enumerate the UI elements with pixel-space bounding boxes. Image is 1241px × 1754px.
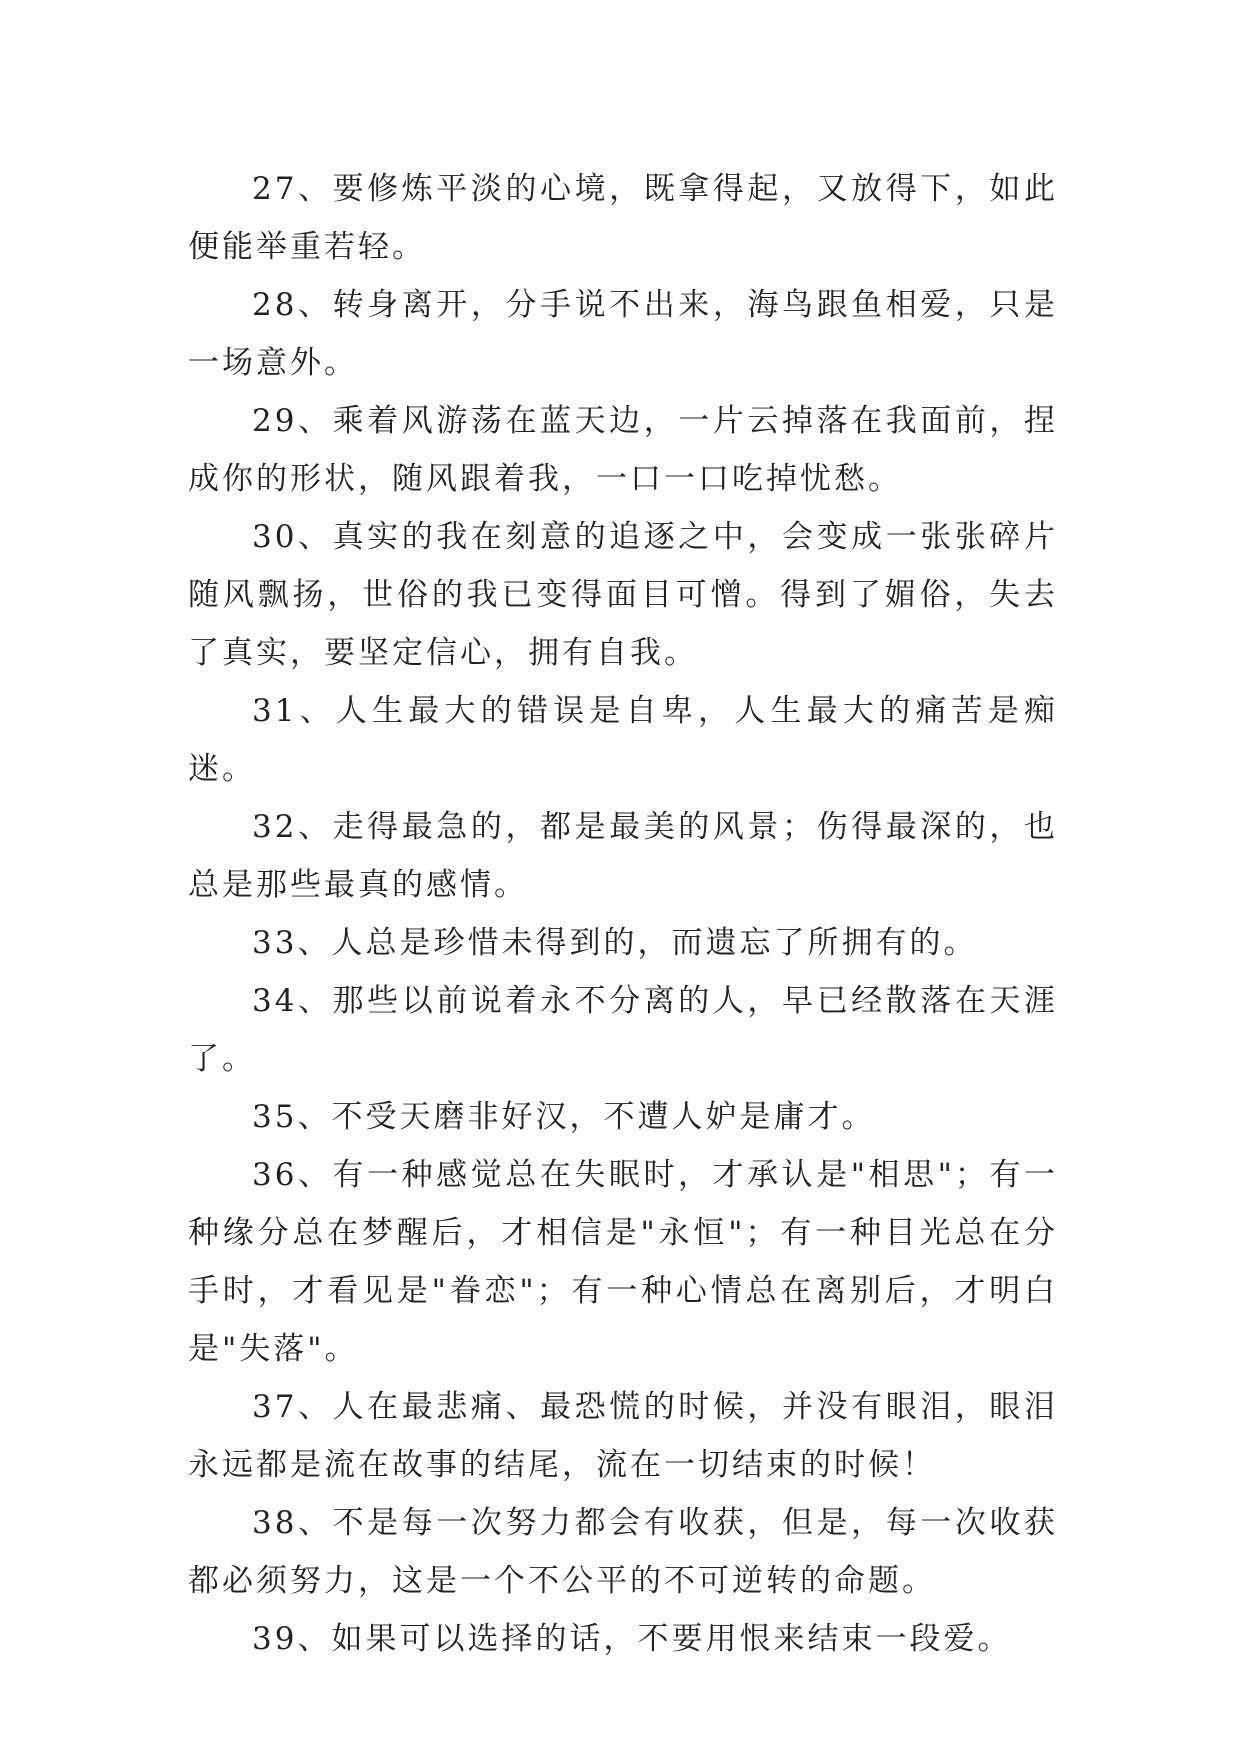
paragraph-33: 33、人总是珍惜未得到的，而遗忘了所拥有的。 [252,925,978,961]
paragraph-38: 38、不是每一次努力都会有收获，但是，每一次收获都必须努力，这是一个不公平的不可逆转的命题。 [188,1505,1058,1599]
paragraph-39: 39、如果可以选择的话，不要用恨来结束一段爱。 [252,1621,1012,1657]
paragraph-30: 30、真实的我在刻意的追逐之中，会变成一张张碎片随风飘扬，世俗的我已变得面目可憎。得到了媚俗，失去了真实，要坚定信心，拥有自我。 [188,519,1058,671]
paragraph-27: 27、要修炼平淡的心境，既拿得起，又放得下，如此便能举重若轻。 [188,171,1058,265]
paragraph-34: 34、那些以前说着永不分离的人，早已经散落在天涯了。 [188,983,1058,1077]
paragraph-28: 28、转身离开，分手说不出来，海鸟跟鱼相爱，只是一场意外。 [188,287,1058,381]
document-body [188,160,1058,1668]
paragraph-29: 29、乘着风游荡在蓝天边，一片云掉落在我面前，捏成你的形状，随风跟着我，一口一口吃掉忧愁。 [188,403,1058,497]
paragraph-36: 36、有一种感觉总在失眠时，才承认是"相思"；有一种缘分总在梦醒后，才相信是"永恒"；有一种目光总在分手时，才看见是"眷恋"；有一种心情总在离别后，才明白是"失落"。 [188,1157,1058,1367]
paragraph-35: 35、不受天磨非好汉，不遭人妒是庸才。 [252,1099,876,1135]
paragraph-31: 31、人生最大的错误是自卑，人生最大的痛苦是痴迷。 [188,693,1058,787]
paragraph-32: 32、走得最急的，都是最美的风景；伤得最深的，也总是那些最真的感情。 [188,809,1058,903]
paragraph-37: 37、人在最悲痛、最恐慌的时候，并没有眼泪，眼泪永远都是流在故事的结尾，流在一切结束的时候！ [188,1389,1058,1483]
